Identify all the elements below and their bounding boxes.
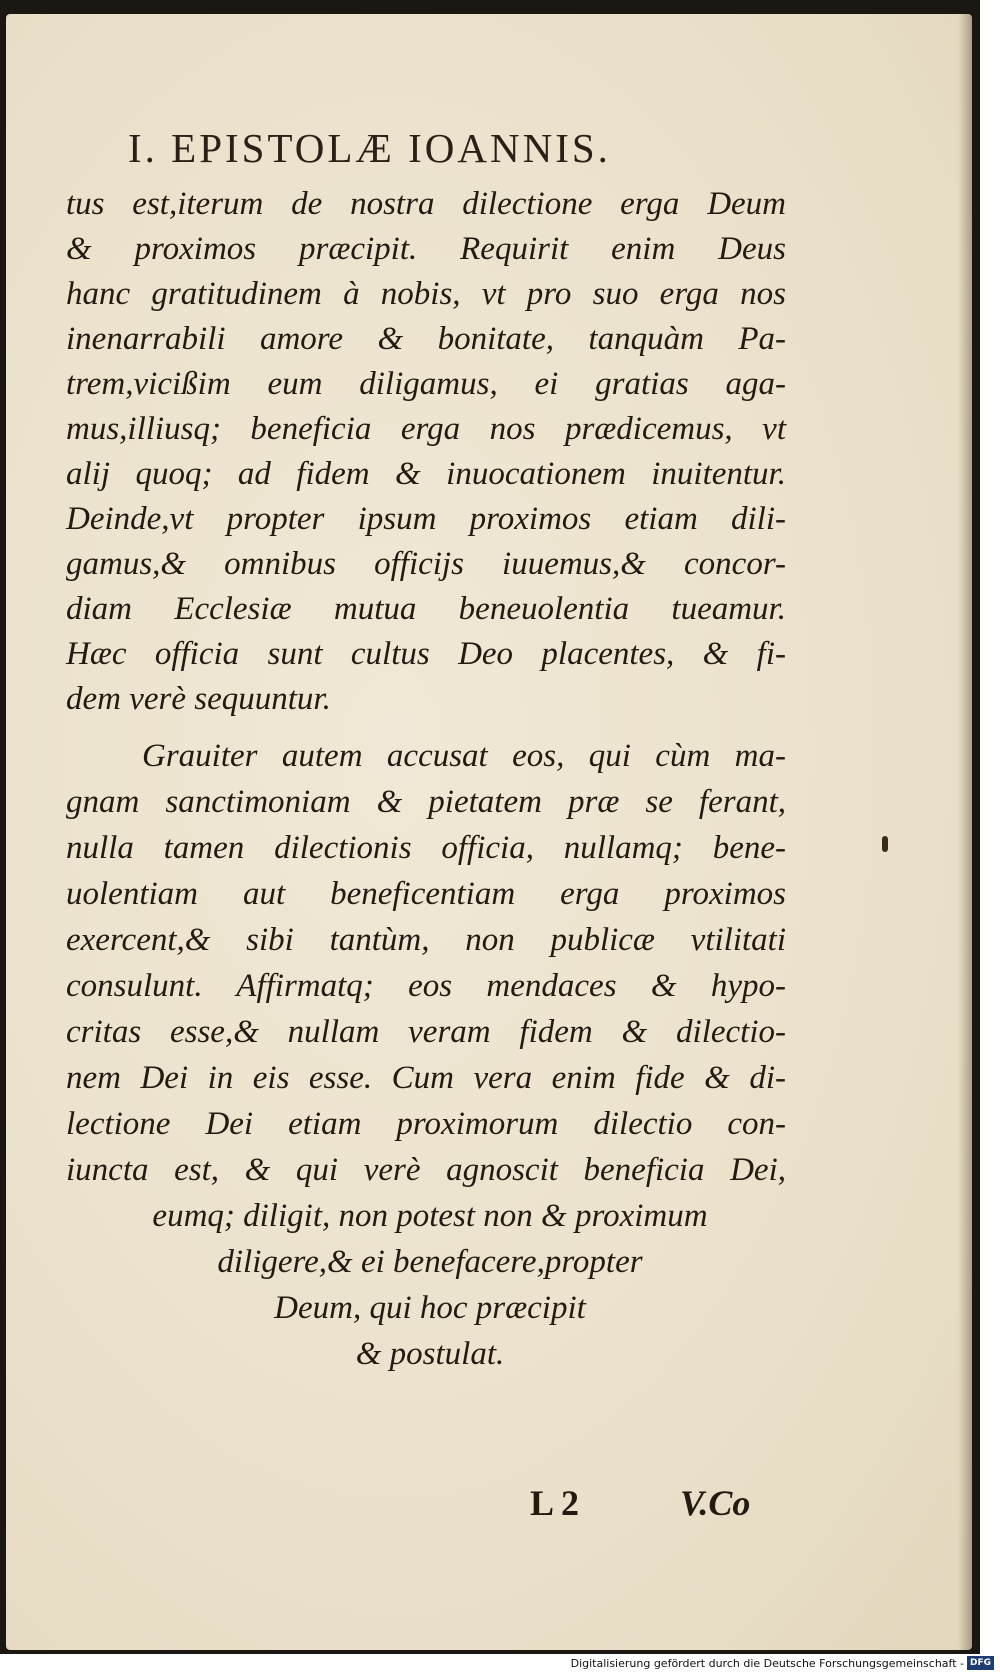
signature-mark: L 2 xyxy=(530,1483,580,1523)
text-line: inenarrabili amore & bonitate, tanquàm Pa- xyxy=(66,321,786,357)
page-edge-shadow xyxy=(958,14,972,1650)
text-line: mus,illiusq; beneficia erga nos prædicemus, vt xyxy=(66,411,786,447)
text-line: trem,vicißim eum diligamus, ei gratias aga- xyxy=(66,366,786,402)
digitization-credit xyxy=(571,1656,994,1670)
text-line: iuncta est, & qui verè agnoscit beneficia Dei, xyxy=(66,1152,786,1188)
text-line: consulunt. Affirmatq; eos mendaces & hypo- xyxy=(66,968,786,1004)
text-line: Grauiter autem accusat eos, qui cùm ma- xyxy=(142,738,786,774)
text-line: Deum, qui hoc præcipit xyxy=(274,1290,586,1326)
text-line: gnam sanctimoniam & pietatem præ se ferant, xyxy=(66,784,786,820)
catchword: V.Co xyxy=(680,1483,751,1523)
text-line: alij quoq; ad fidem & inuocationem inuitentur. xyxy=(66,456,786,492)
text-line: dem verè sequuntur. xyxy=(66,681,331,717)
text-line: eumq; diligit, non potest non & proximum xyxy=(152,1198,708,1234)
ink-speck xyxy=(882,836,888,852)
text-line: nulla tamen dilectionis officia, nullamq; bene- xyxy=(66,830,786,866)
text-line: lectione Dei etiam proximorum dilectio con- xyxy=(66,1106,786,1142)
text-line: gamus,& omnibus officijs iuuemus,& concor- xyxy=(66,546,786,582)
text-line: diam Ecclesiæ mutua beneuolentia tueamur. xyxy=(66,591,786,627)
dfg-logo: DFG xyxy=(967,1656,994,1670)
text-line: Hæc officia sunt cultus Deo placentes, & fi- xyxy=(66,636,786,672)
text-line: hanc gratitudinem à nobis, vt pro suo erga nos xyxy=(66,276,786,312)
text-line: Deinde,vt propter ipsum proximos etiam dili- xyxy=(66,501,786,537)
text-line: exercent,& sibi tantùm, non publicæ vtilitati xyxy=(66,922,786,958)
text-line: nem Dei in eis esse. Cum vera enim fide & di- xyxy=(66,1060,786,1096)
text-line: diligere,& ei benefacere,propter xyxy=(217,1244,643,1280)
text-line: & proximos præcipit. Requirit enim Deus xyxy=(66,231,786,267)
text-line: & postulat. xyxy=(355,1336,505,1372)
credit-text: Digitalisierung gefördert durch die Deutsche Forschungsgemeinschaft - xyxy=(570,1656,964,1670)
text-line: tus est,iterum de nostra dilectione erga Deum xyxy=(66,186,786,222)
text-line: critas esse,& nullam veram fidem & dilectio- xyxy=(66,1014,786,1050)
text-line: uolentiam aut beneficentiam erga proximos xyxy=(66,876,786,912)
running-header: I. EPISTOLÆ IOANNIS. xyxy=(128,125,611,171)
